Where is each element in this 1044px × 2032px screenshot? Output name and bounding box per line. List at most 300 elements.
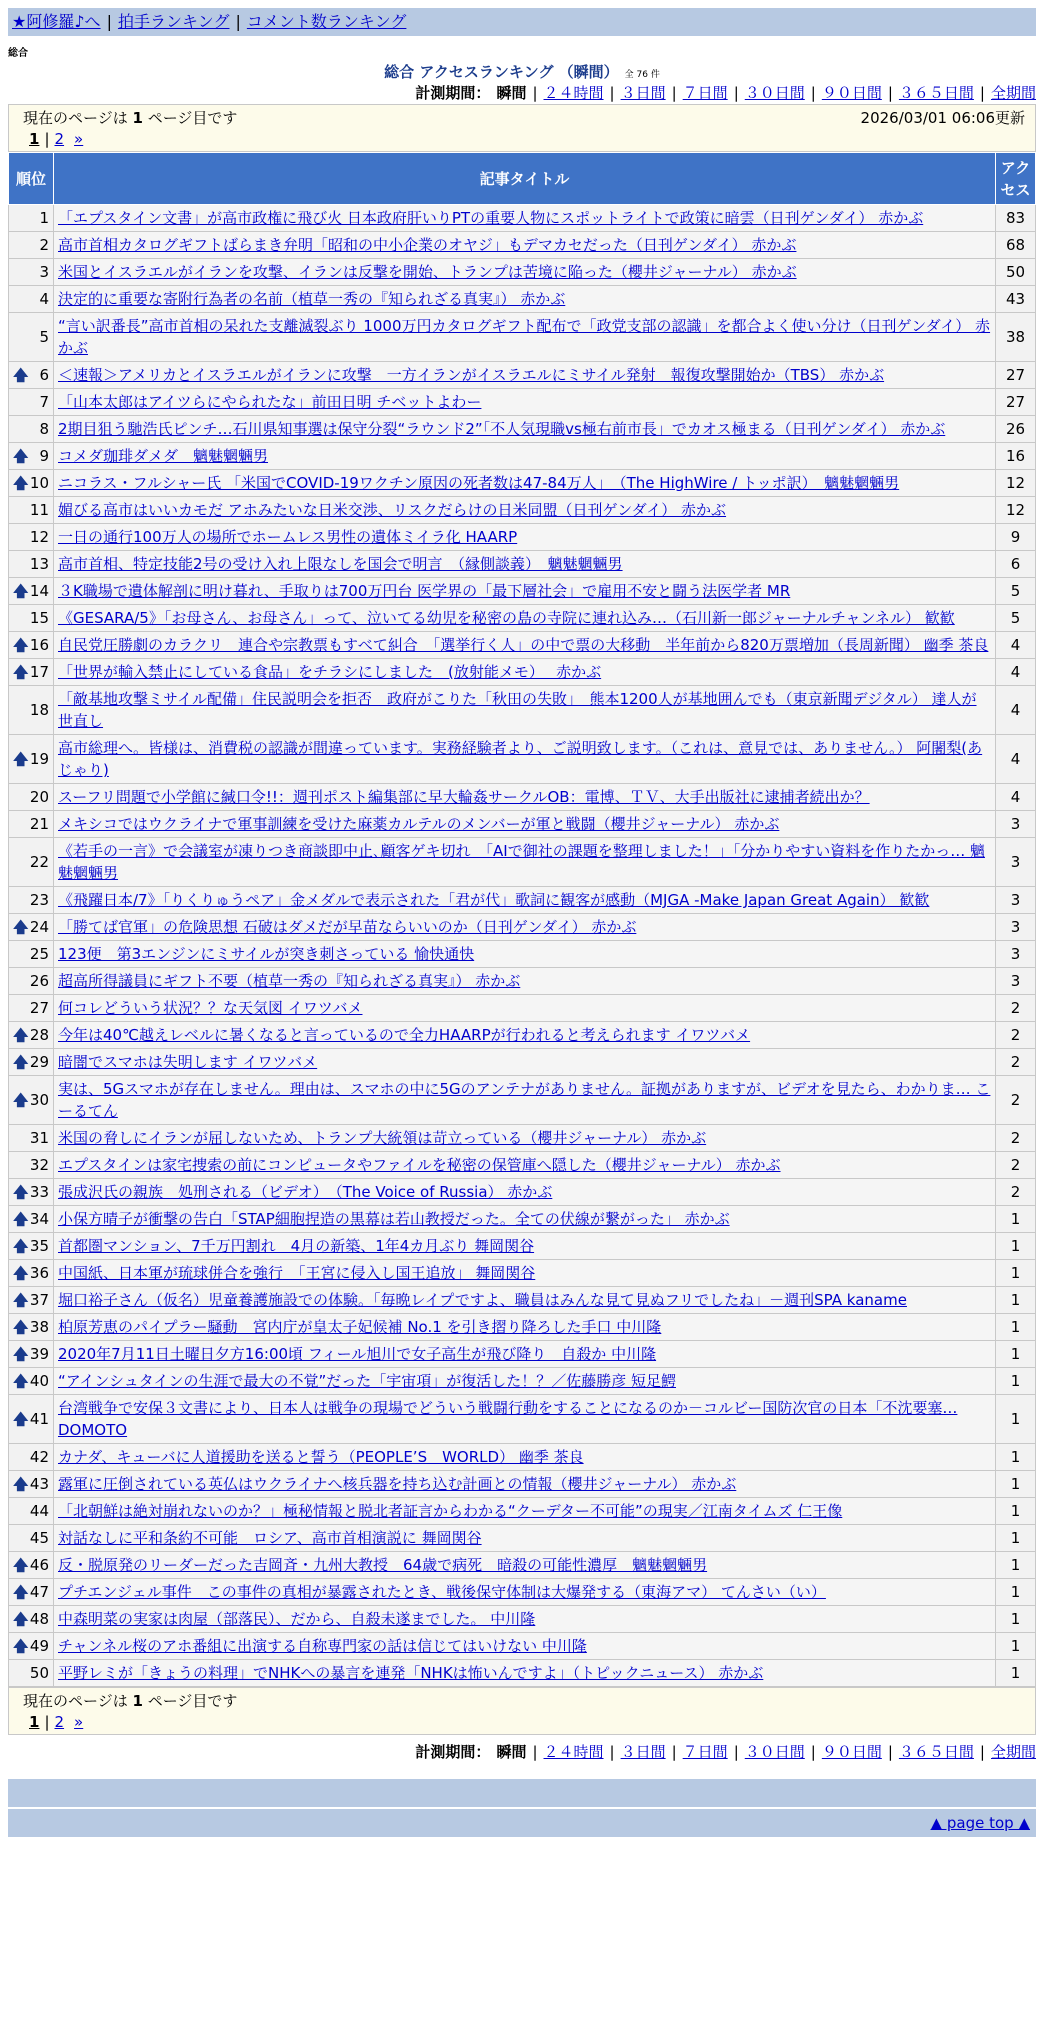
rank-cell (9, 1444, 54, 1471)
table-row (9, 887, 1036, 914)
access-count: 2 (996, 1076, 1036, 1125)
rank-cell (9, 1022, 54, 1049)
table-row (9, 1152, 1036, 1179)
access-count: 4 (996, 735, 1036, 784)
title-cell (54, 1579, 996, 1606)
access-count: 3 (996, 968, 1036, 995)
table-row (9, 1049, 1036, 1076)
article-title-link[interactable]: 一日の通行100万人の場所でホームレス男性の遺体ミイラ化 HAARP (58, 528, 518, 546)
article-title-link[interactable]: 堀口裕子さん（仮名）児童養護施設での体験。「毎晩レイプですよ、職員はみんな見て見ぬフリでしたね」－週刊SPA kaname (58, 1291, 907, 1309)
period-link-7d[interactable]: ７日間 (682, 84, 728, 102)
rank-cell (9, 362, 54, 389)
rank-number: 18 (29, 701, 49, 719)
article-title-link[interactable]: プチエンジェル事件 この事件の真相が暴露されたとき、戦後保守体制は大爆発する（東海アマ） てんさい（い） (58, 1583, 826, 1601)
title-cell (54, 659, 996, 686)
rank-number: 36 (29, 1264, 49, 1282)
period-link-24h[interactable]: ２４時間 (543, 84, 604, 102)
rank-number: 17 (29, 663, 49, 681)
title-cell (54, 497, 996, 524)
table-row (9, 1395, 1036, 1444)
footer-bar (8, 1779, 1036, 1807)
rank-cell (9, 259, 54, 286)
nav-link-comment-ranking[interactable]: コメント数ランキング (246, 12, 407, 31)
access-count: 1 (996, 1341, 1036, 1368)
period-selector-bottom: 計測期間： 瞬間 | ２４時間 | ３日間 | ７日間 | ３０日間 | ９０日間 | ３６５日間 | 全期間 (415, 1743, 1036, 1761)
rank-cell (9, 551, 54, 578)
rank-cell (9, 232, 54, 259)
top-nav-bar (8, 8, 1036, 36)
title-cell (54, 286, 996, 313)
access-count: 43 (996, 286, 1036, 313)
access-count: 1 (996, 1471, 1036, 1498)
rank-cell (9, 1049, 54, 1076)
rank-number: 33 (29, 1183, 49, 1201)
rank-cell (9, 497, 54, 524)
rank-cell (9, 605, 54, 632)
article-title-link[interactable]: 2期目狙う馳浩氏ピンチ…石川県知事選は保守分裂“ラウンド2”「不人気現職vs極右前市長」でカオス極まる（日刊ゲンダイ） 赤かぶ (58, 420, 946, 438)
period-current: 瞬間 (496, 84, 527, 102)
access-count: 38 (996, 313, 1036, 362)
table-row (9, 838, 1036, 887)
rank-cell (9, 1579, 54, 1606)
rank-cell (9, 659, 54, 686)
rank-cell (9, 1525, 54, 1552)
title-cell (54, 811, 996, 838)
title-cell (54, 632, 996, 659)
rank-number: 12 (29, 528, 49, 546)
table-row (9, 968, 1036, 995)
table-row (9, 1260, 1036, 1287)
access-count: 2 (996, 995, 1036, 1022)
rank-up-arrow-icon: 🡅 (13, 1183, 29, 1201)
rank-number: 39 (29, 1345, 49, 1363)
access-count: 27 (996, 389, 1036, 416)
title-cell (54, 259, 996, 286)
table-row (9, 941, 1036, 968)
rank-cell (9, 524, 54, 551)
rank-cell (9, 686, 54, 735)
article-title-link[interactable]: チャンネル桜のアホ番組に出演する自称専門家の話は信じてはいけない 中川隆 (58, 1637, 587, 1655)
period-link-all-bottom[interactable]: 全期間 (990, 1743, 1036, 1761)
access-count: 1 (996, 1206, 1036, 1233)
rank-cell (9, 941, 54, 968)
article-title-link[interactable]: 自民党圧勝劇のカラクリ 連合や宗教票もすべて糾合 「選挙行く人」の中で票の大移動 半年前から820万票増加（長周新聞） 幽季 茶良 (58, 636, 989, 654)
rank-number: 21 (29, 815, 49, 833)
rank-up-arrow-icon: 🡅 (13, 474, 29, 492)
period-link-365d-bottom[interactable]: ３６５日間 (898, 1743, 974, 1761)
rank-number: 34 (29, 1210, 49, 1228)
table-row (9, 1125, 1036, 1152)
pager-top (8, 104, 1036, 152)
rank-up-arrow-icon: 🡅 (13, 1318, 29, 1336)
table-row (9, 686, 1036, 735)
rank-number: 24 (29, 918, 49, 936)
period-current-bottom: 瞬間 (496, 1743, 527, 1761)
rank-cell (9, 1233, 54, 1260)
rank-number: 28 (29, 1026, 49, 1044)
breadcrumb: 総合 (8, 48, 28, 59)
access-count: 9 (996, 524, 1036, 551)
period-link-90d-bottom[interactable]: ９０日間 (821, 1743, 882, 1761)
article-title-link[interactable]: 露軍に圧倒されている英仏はウクライナへ核兵器を持ち込む計画との情報（櫻井ジャーナル） 赤かぶ (58, 1475, 737, 1493)
title-cell (54, 784, 996, 811)
title-cell (54, 416, 996, 443)
access-count: 1 (996, 1314, 1036, 1341)
current-page-text: 現在のページは 1 ページ目です (23, 109, 238, 127)
article-title-link[interactable]: 《飛躍日本/7》「りくりゅうペア」金メダルで表示された「君が代」歌詞に観客が感動（MJGA -Make Japan Great Again） 歓歓 (58, 891, 930, 909)
article-title-link[interactable]: 反・脱原発のリーダーだった吉岡斉・九州大教授 64歳で病死 暗殺の可能性濃厚 魑魅魍魎男 (58, 1556, 708, 1574)
ranking-table (8, 152, 1036, 1687)
rank-number: 4 (39, 290, 49, 308)
rank-cell (9, 1179, 54, 1206)
access-count: 1 (996, 1260, 1036, 1287)
rank-up-arrow-icon: 🡅 (13, 1091, 29, 1109)
table-row (9, 1076, 1036, 1125)
page-links: 1 | 2 » (29, 130, 84, 148)
article-title-link[interactable]: 平野レミが「きょうの料理」でNHKへの暴言を連発「NHKは怖いんですよ」（トピックニュース） 赤かぶ (58, 1664, 764, 1682)
title-cell (54, 1525, 996, 1552)
access-count: 1 (996, 1552, 1036, 1579)
access-count: 5 (996, 578, 1036, 605)
rank-number: 49 (29, 1637, 49, 1655)
article-title-link[interactable]: 高市総理へ。皆様は、消費税の認識が間違っています。実務経験者より、ご説明致します。（これは、意見では、ありません。） 阿闍梨(あじゃり) (58, 739, 983, 779)
access-count: 1 (996, 1498, 1036, 1525)
title-cell (54, 1233, 996, 1260)
rank-up-arrow-icon: 🡅 (13, 1475, 29, 1493)
period-link-3d[interactable]: ３日間 (620, 84, 666, 102)
title-cell (54, 443, 996, 470)
rank-number: 46 (29, 1556, 49, 1574)
title-cell (54, 1471, 996, 1498)
title-cell (54, 1395, 996, 1444)
article-title-link[interactable]: 中森明菜の実家は肉屋（部落民）、だから、自殺未遂までした。 中川隆 (58, 1610, 536, 1628)
access-count: 16 (996, 443, 1036, 470)
title-cell (54, 524, 996, 551)
title-cell (54, 362, 996, 389)
article-title-link[interactable]: 何コレどういう状況？？な天気図 イワツバメ (58, 999, 363, 1017)
period-link-30d-bottom[interactable]: ３０日間 (744, 1743, 805, 1761)
rank-cell (9, 838, 54, 887)
table-header-row (9, 153, 1036, 205)
current-page-text-bottom: 現在のページは 1 ページ目です (23, 1692, 238, 1710)
article-title-link[interactable]: 「勝てば官軍」の危険思想 石破はダメだが早苗ならいいのか（日刊ゲンダイ） 赤かぶ (58, 918, 637, 936)
page-links-bottom: 1 | 2 » (29, 1713, 84, 1731)
article-title-link[interactable]: 小保方晴子が衝撃の告白「STAP細胞捏造の黒幕は若山教授だった。全ての伏線が繋がった」 赤かぶ (58, 1210, 730, 1228)
rank-cell (9, 1471, 54, 1498)
access-count: 2 (996, 1022, 1036, 1049)
rank-up-arrow-icon: 🡅 (13, 1237, 29, 1255)
table-row (9, 735, 1036, 784)
rank-number: 30 (29, 1091, 49, 1109)
title-cell (54, 1152, 996, 1179)
rank-number: 23 (29, 891, 49, 909)
rank-cell (9, 1287, 54, 1314)
title-cell (54, 1341, 996, 1368)
rank-cell (9, 887, 54, 914)
article-title-link[interactable]: 暗闇でスマホは失明します イワツバメ (58, 1053, 318, 1071)
article-title-link[interactable]: 決定的に重要な寄附行為者の名前（植草一秀の『知られざる真実』） 赤かぶ (58, 290, 566, 308)
access-count: 6 (996, 551, 1036, 578)
rank-number: 8 (39, 420, 49, 438)
access-count: 50 (996, 259, 1036, 286)
article-title-link[interactable]: スーフリ問題で小学館に緘口令!!：週刊ポスト編集部に早大輪姦サークルOB：電博、ＴＶ、大手出版社に逮捕者続出か？ (58, 788, 870, 806)
table-row (9, 1633, 1036, 1660)
title-cell (54, 389, 996, 416)
rank-number: 9 (39, 447, 49, 465)
access-count: 1 (996, 1395, 1036, 1444)
period-link-all[interactable]: 全期間 (990, 84, 1036, 102)
table-row (9, 1206, 1036, 1233)
table-row (9, 784, 1036, 811)
article-title-link[interactable]: 媚びる高市はいいカモだ アホみたいな日米交渉、リスクだらけの日米同盟（日刊ゲンダイ） 赤かぶ (58, 501, 727, 519)
table-row (9, 286, 1036, 313)
table-row (9, 524, 1036, 551)
title-cell (54, 551, 996, 578)
rank-cell (9, 1368, 54, 1395)
access-count: 1 (996, 1525, 1036, 1552)
title-cell (54, 1206, 996, 1233)
table-row (9, 605, 1036, 632)
table-row (9, 1471, 1036, 1498)
access-count: 1 (996, 1606, 1036, 1633)
nav-link-applause-ranking[interactable]: 拍手ランキング (117, 12, 230, 31)
period-label-bottom: 計測期間： (415, 1743, 491, 1761)
access-count: 1 (996, 1579, 1036, 1606)
page-link-2[interactable]: 2 (54, 130, 65, 148)
title-cell (54, 470, 996, 497)
table-row (9, 416, 1036, 443)
rank-cell (9, 1341, 54, 1368)
title-cell (54, 1049, 996, 1076)
table-row (9, 1660, 1036, 1687)
rank-cell (9, 470, 54, 497)
rank-up-arrow-icon: 🡅 (13, 750, 29, 768)
article-title-link[interactable]: 「世界が輸入禁止にしている食品」をチラシにしました (放射能メモ） 赤かぶ (58, 663, 602, 681)
article-title-link[interactable]: 《若手の一言》で会議室が凍りつき商談即中止､顧客ゲキ切れ 「AIで御社の課題を整理しました！｣「分かりやすい資料を作りたかっ… 魑魅魍魎男 (58, 842, 985, 882)
access-count: 3 (996, 838, 1036, 887)
nav-separator: | (106, 12, 112, 31)
rank-up-arrow-icon: 🡅 (13, 1372, 29, 1390)
rank-number: 27 (29, 999, 49, 1017)
article-title-link[interactable]: 「敵基地攻撃ミサイル配備」住民説明会を拒否 政府がこりた「秋田の失敗」 熊本1200人が基地囲んでも（東京新聞デジタル） 達人が世直し (58, 690, 977, 730)
rank-up-arrow-icon: 🡅 (13, 447, 29, 465)
rank-number: 5 (39, 328, 49, 346)
rank-number: 43 (29, 1475, 49, 1493)
title-cell (54, 1179, 996, 1206)
rank-number: 7 (39, 393, 49, 411)
rank-cell (9, 1260, 54, 1287)
article-title-link[interactable]: 今年は40℃越えレベルに暑くなると言っているので全力HAARPが行われると考えられます イワツバメ (58, 1026, 751, 1044)
rank-number: 29 (29, 1053, 49, 1071)
article-title-link[interactable]: 2020年7月11日土曜日夕方16:00頃 フィール旭川で女子高生が飛び降り 自殺か 中川隆 (58, 1345, 657, 1363)
article-title-link[interactable]: コメダ珈琲ダメダ 魑魅魍魎男 (58, 447, 269, 465)
table-row (9, 1552, 1036, 1579)
article-title-link[interactable]: 実は、5Gスマホが存在しません。理由は、スマホの中に5Gのアンテナがありません。証拠がありますが、ビデオを見たら、わかりま… こーるてん (58, 1080, 991, 1120)
article-title-link[interactable]: 高市首相、特定技能2号の受け入れ上限なしを国会で明言 （縁側談義） 魑魅魍魎男 (58, 555, 623, 573)
rank-cell (9, 1633, 54, 1660)
table-row (9, 995, 1036, 1022)
article-title-link[interactable]: 対話なしに平和条約不可能 ロシア、高市首相演説に 舞岡関谷 (58, 1529, 482, 1547)
table-row (9, 811, 1036, 838)
rank-cell (9, 914, 54, 941)
rank-number: 38 (29, 1318, 49, 1336)
access-count: 3 (996, 887, 1036, 914)
article-title-link[interactable]: ３K職場で遺体解剖に明け暮れ、手取りは700万円台 医学界の「最下層社会」で雇用不安と闘う法医学者 MR (58, 582, 791, 600)
access-count: 4 (996, 784, 1036, 811)
access-count: 26 (996, 416, 1036, 443)
article-title-link[interactable]: 123便 第3エンジンにミサイルが突き刺さっている 愉快通快 (58, 945, 475, 963)
rank-cell (9, 416, 54, 443)
article-title-link[interactable]: 張成沢氏の親族 処刑される（ビデオ） （The Voice of Russia） 赤かぶ (58, 1183, 553, 1201)
table-row (9, 259, 1036, 286)
period-link-30d[interactable]: ３０日間 (744, 84, 805, 102)
rank-cell (9, 968, 54, 995)
article-title-link[interactable]: “言い訳番長”高市首相の呆れた支離滅裂ぶり 1000万円カタログギフト配布で「政党支部の認識」を都合よく使い分け（日刊ゲンダイ） 赤かぶ (58, 317, 991, 357)
access-count: 1 (996, 1233, 1036, 1260)
rank-up-arrow-icon: 🡅 (13, 1210, 29, 1228)
table-row (9, 659, 1036, 686)
article-title-link[interactable]: ニコラス・フルシャー氏 「米国でCOVID-19ワクチン原因の死者数は47-84万人」 （The HighWire / トッポ訳） 魑魅魍魎男 (58, 474, 900, 492)
rank-number: 1 (39, 209, 49, 227)
rank-cell (9, 811, 54, 838)
rank-cell (9, 389, 54, 416)
rank-number: 26 (29, 972, 49, 990)
access-count: 4 (996, 632, 1036, 659)
rank-number: 44 (29, 1502, 49, 1520)
article-title-link[interactable]: 《GESARA/5》「お母さん、お母さん」って、泣いてる幼児を秘密の島の寺院に連れ込み…（石川新一郎ジャーナルチャンネル） 歓歓 (58, 609, 955, 627)
rank-cell (9, 1498, 54, 1525)
article-title-link[interactable]: 高市首相カタログギフトばらまき弁明「昭和の中小企業のオヤジ」もデマカセだった（日刊ゲンダイ） 赤かぶ (58, 236, 797, 254)
table-row (9, 497, 1036, 524)
article-title-link[interactable]: 柏原芳恵のパイプラー騒動 宮内庁が皇太子妃候補 No.1 を引き摺り降ろした手口 中川隆 (58, 1318, 662, 1336)
article-title-link[interactable]: エプスタインは家宅捜索の前にコンピュータやファイルを秘密の保管庫へ隠した（櫻井ジャーナル） 赤かぶ (58, 1156, 781, 1174)
access-count: 2 (996, 1125, 1036, 1152)
title-cell (54, 686, 996, 735)
table-row (9, 1525, 1036, 1552)
title-cell (54, 838, 996, 887)
rank-number: 47 (29, 1583, 49, 1601)
rank-up-arrow-icon: 🡅 (13, 1410, 29, 1428)
title-cell (54, 1314, 996, 1341)
access-count: 1 (996, 1633, 1036, 1660)
article-title-link[interactable]: 台湾戦争で安保３文書により、日本人は戦争の現場でどういう戦闘行動をすることになるのか－コルビー国防次官の日本「不沈要塞… DOMOTO (58, 1399, 958, 1439)
article-title-link[interactable]: メキシコではウクライナで軍事訓練を受けた麻薬カルテルのメンバーが軍と戦闘（櫻井ジャーナル） 赤かぶ (58, 815, 780, 833)
rank-cell (9, 632, 54, 659)
table-row (9, 632, 1036, 659)
title-cell (54, 1368, 996, 1395)
table-row (9, 1341, 1036, 1368)
article-title-link[interactable]: 首都圏マンション、7千万円割れ 4月の新築、1年4カ月ぶり 舞岡関谷 (58, 1237, 535, 1255)
access-count: 3 (996, 941, 1036, 968)
ranking-table-body (9, 205, 1036, 1687)
rank-up-arrow-icon: 🡅 (13, 918, 29, 936)
rank-cell (9, 578, 54, 605)
page-next-arrow-bottom[interactable]: » (74, 1713, 84, 1731)
rank-up-arrow-icon: 🡅 (13, 1556, 29, 1574)
pager-bottom (8, 1687, 1036, 1735)
page-link-2-bottom[interactable]: 2 (54, 1713, 65, 1731)
access-count: 12 (996, 497, 1036, 524)
period-label: 計測期間： (415, 84, 491, 102)
period-selector: 計測期間： 瞬間 | ２４時間 | ３日間 | ７日間 | ３０日間 | ９０日間 | ３６５日間 | 全期間 (415, 84, 1036, 102)
article-title-link[interactable]: “アインシュタインの生涯で最大の不覚”だった「宇宙項」が復活した！？／佐藤勝彦 短足鰐 (58, 1372, 676, 1390)
rank-cell (9, 205, 54, 232)
table-row (9, 1444, 1036, 1471)
rank-cell (9, 784, 54, 811)
title-cell (54, 578, 996, 605)
rank-number: 32 (29, 1156, 49, 1174)
rank-number: 41 (29, 1410, 49, 1428)
rank-cell (9, 1076, 54, 1125)
rank-number: 42 (29, 1448, 49, 1466)
access-count: 83 (996, 205, 1036, 232)
period-link-24h-bottom[interactable]: ２４時間 (543, 1743, 604, 1761)
access-count: 3 (996, 914, 1036, 941)
rank-cell (9, 995, 54, 1022)
title-cell (54, 1022, 996, 1049)
title-cell (54, 887, 996, 914)
rank-up-arrow-icon: 🡅 (13, 582, 29, 600)
title-cell (54, 313, 996, 362)
table-row (9, 1498, 1036, 1525)
article-title-link[interactable]: 米国の脅しにイランが屈しないため、トランプ大統領は苛立っている（櫻井ジャーナル） 赤かぶ (58, 1129, 707, 1147)
page-next-arrow[interactable]: » (74, 130, 84, 148)
rank-number: 40 (29, 1372, 49, 1390)
access-count: 5 (996, 605, 1036, 632)
period-link-90d[interactable]: ９０日間 (821, 84, 882, 102)
access-count: 2 (996, 1179, 1036, 1206)
table-row (9, 205, 1036, 232)
table-row (9, 551, 1036, 578)
article-title-link[interactable]: 米国とイスラエルがイランを攻撃、イランは反撃を開始、トランプは苦境に陥った（櫻井ジャーナル） 赤かぶ (58, 263, 797, 281)
article-title-link[interactable]: 「北朝鮮は絶対崩れないのか？」極秘情報と脱北者証言からわかる“クーデター不可能”の現実／江南タイムズ 仁王像 (58, 1502, 843, 1520)
title-cell (54, 1260, 996, 1287)
access-count: 1 (996, 1444, 1036, 1471)
access-count: 68 (996, 232, 1036, 259)
period-link-365d[interactable]: ３６５日間 (898, 84, 974, 102)
rank-cell (9, 443, 54, 470)
title-cell (54, 968, 996, 995)
article-title-link[interactable]: カナダ、キューバに人道援助を送ると誓う（PEOPLE’S WORLD） 幽季 茶良 (58, 1448, 584, 1466)
period-link-3d-bottom[interactable]: ３日間 (620, 1743, 666, 1761)
access-count: 1 (996, 1660, 1036, 1687)
table-row (9, 1606, 1036, 1633)
rank-up-arrow-icon: 🡅 (13, 1264, 29, 1282)
page-top-link[interactable]: ▲ page top ▲ (930, 1814, 1030, 1832)
table-row (9, 362, 1036, 389)
article-title-link[interactable]: 「山本太郎はアイツらにやられたな」前田日明 チベットよわー (58, 393, 482, 411)
rank-number: 3 (39, 263, 49, 281)
rank-up-arrow-icon: 🡅 (13, 1345, 29, 1363)
table-row (9, 443, 1036, 470)
article-title-link[interactable]: 中国紙、日本軍が琉球併合を強行 「王宮に侵入し国王追放」 舞岡関谷 (58, 1264, 536, 1282)
rank-cell (9, 313, 54, 362)
title-cell (54, 1552, 996, 1579)
title-cell (54, 1606, 996, 1633)
access-count: 3 (996, 811, 1036, 838)
article-title-link[interactable]: 超高所得議員にギフト不要（植草一秀の『知られざる真実』） 赤かぶ (58, 972, 521, 990)
article-title-link[interactable]: 「エプスタイン文書」が高市政権に飛び火 日本政府肝いりPTの重要人物にスポットライトで政策に暗雲（日刊ゲンダイ） 赤かぶ (58, 209, 924, 227)
rank-cell (9, 286, 54, 313)
col-header-title: 記事タイトル (54, 153, 996, 205)
nav-link-asyura-home[interactable]: ★阿修羅♪へ (12, 12, 101, 31)
table-row (9, 1579, 1036, 1606)
article-title-link[interactable]: ＜速報＞アメリカとイスラエルがイランに攻撃 一方イランがイスラエルにミサイル発射 報復攻撃開始か（TBS） 赤かぶ (58, 366, 885, 384)
ranking-heading (8, 62, 1036, 82)
rank-number: 14 (29, 582, 49, 600)
rank-number: 25 (29, 945, 49, 963)
period-link-7d-bottom[interactable]: ７日間 (682, 1743, 728, 1761)
